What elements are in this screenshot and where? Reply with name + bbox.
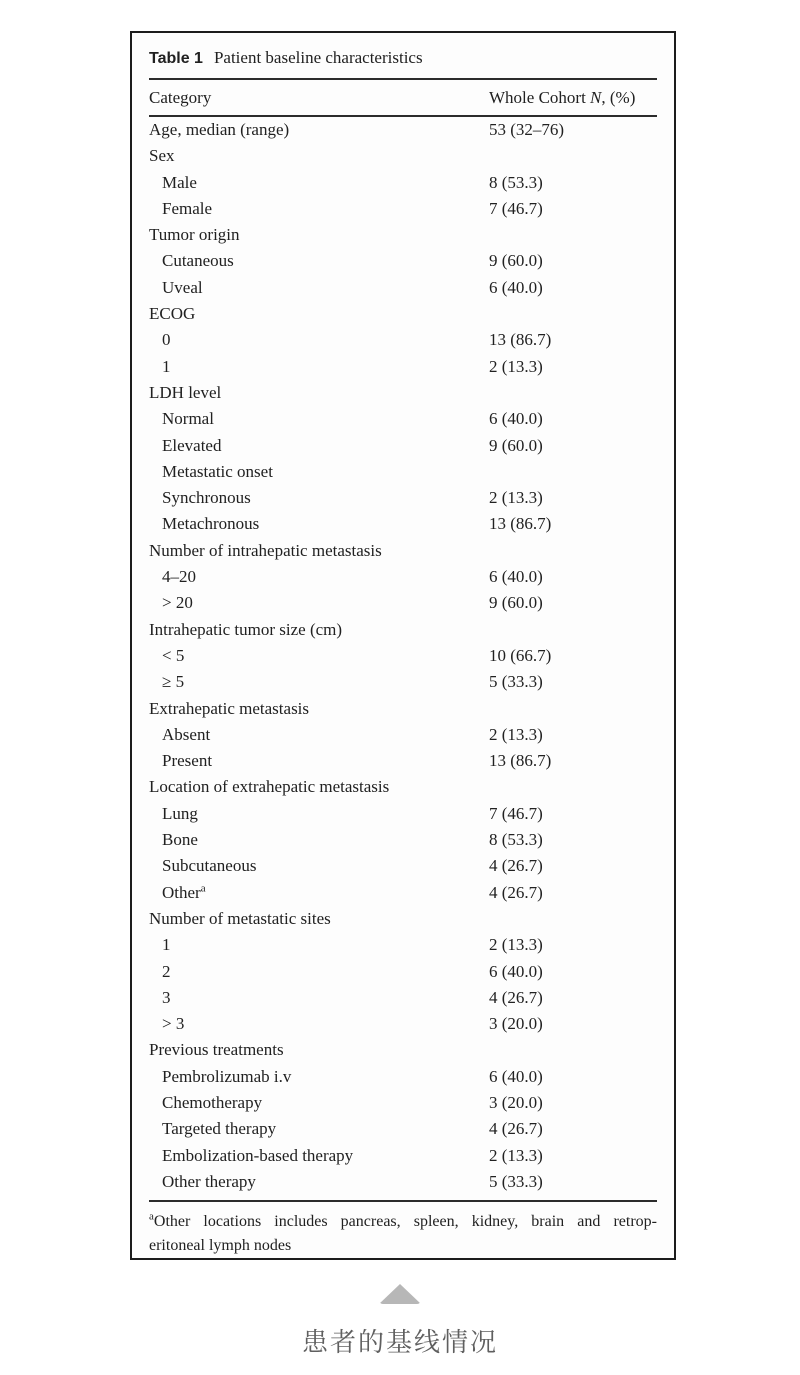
table-caption-text: Patient baseline characteristics [213,48,423,67]
footnote-line-2: eritoneal lymph nodes [149,1236,292,1254]
table-row [149,406,657,432]
row-value: 7 (46.7) [489,803,543,823]
row-label: Female [162,198,213,218]
footnote-line-1 [149,1210,657,1234]
figure-caption-chinese: 患者的基线情况 [301,1327,498,1357]
table-row [149,1011,657,1037]
table-row [149,485,657,511]
row-label: > 20 [162,593,193,613]
table-row [149,696,657,722]
table-row [149,248,657,274]
row-value: 4 (26.7) [489,1119,543,1139]
table-row [149,801,657,827]
rule-above-footnote [149,1200,657,1202]
row-label: Intrahepatic tumor size (cm) [149,619,343,639]
table-row [149,617,657,643]
table-row [149,1169,657,1195]
row-value [489,906,657,932]
row-label: Bone [162,830,198,850]
row-label: Targeted therapy [162,1119,277,1139]
table-row [149,117,657,143]
row-value [489,1037,657,1063]
row-value: 6 (40.0) [489,277,543,297]
row-value: 9 (60.0) [489,593,543,613]
row-label: Other therapy [162,1171,256,1191]
table-row [149,196,657,222]
table-row [149,1090,657,1116]
row-label: Metastatic onset [162,461,273,481]
row-label: Extrahepatic metastasis [149,698,310,718]
table-footnote [149,1210,657,1257]
table-row [149,1064,657,1090]
row-label: Age, median (range) [149,120,290,139]
row-label: Elevated [162,435,222,455]
table-row [149,1037,657,1063]
table-1-card [130,31,676,1260]
row-value: 4 (26.7) [489,987,543,1007]
row-label: 1 [162,935,171,955]
table-row [149,433,657,459]
table-row [149,380,657,406]
table-row [149,275,657,301]
row-value: 2 (13.3) [489,935,543,955]
row-value: 7 (46.7) [489,198,543,218]
row-value [489,696,657,722]
row-label: Number of intrahepatic metastasis [149,540,382,560]
row-label: Present [162,751,213,771]
table-body [149,117,657,1195]
cohort-header-prefix: Whole Cohort [489,87,591,107]
row-value: 6 (40.0) [489,409,543,429]
row-value: 13 (86.7) [489,330,552,350]
cohort-header-suffix: , (%) [601,87,636,107]
row-label: Metachronous [162,514,260,534]
below-table-block [0,1284,800,1359]
row-value [489,774,657,800]
table-row [149,853,657,879]
table-number-label: Table 1 [149,50,203,67]
table-row [149,170,657,196]
column-header-category: Category [149,87,212,107]
table-row [149,459,657,485]
table-title [149,46,657,71]
table-row [149,222,657,248]
footnote-marker: a [149,1210,154,1223]
row-value: 2 (13.3) [489,488,543,508]
row-label: Male [162,172,197,192]
row-value: 6 (40.0) [489,961,543,981]
row-value: 4 (26.7) [489,856,543,876]
row-label: 0 [162,330,171,350]
row-label: Number of metastatic sites [149,908,331,928]
row-value: 9 (60.0) [489,251,543,271]
row-value: 3 (20.0) [489,1014,543,1034]
table-row [149,590,657,616]
row-value [489,143,657,169]
row-value: 8 (53.3) [489,172,543,192]
row-value: 13 (86.7) [489,751,552,771]
row-value: 6 (40.0) [489,1066,543,1086]
row-value: 2 (13.3) [489,1145,543,1165]
row-label: Location of extrahepatic metastasis [149,777,390,797]
table-row [149,143,657,169]
table-row [149,932,657,958]
row-label: Subcutaneous [162,856,257,876]
row-label: > 3 [162,1014,185,1034]
collapse-arrow-icon[interactable] [379,1284,421,1304]
row-value [489,617,657,643]
row-value [489,380,657,406]
row-value [489,222,657,248]
row-label: Chemotherapy [162,1092,263,1112]
row-value: 13 (86.7) [489,514,552,534]
column-header-whole-cohort [489,88,657,108]
table-row [149,327,657,353]
row-label: Lung [162,803,198,823]
row-label: 3 [162,987,171,1007]
row-value: 53 (32–76) [489,120,565,139]
row-value [489,459,657,485]
table-row [149,1143,657,1169]
row-label: 4–20 [162,567,196,587]
row-value: 2 (13.3) [489,356,543,376]
row-label: 1 [162,356,171,376]
row-value: 6 (40.0) [489,567,543,587]
cohort-header-n-italic: N [590,87,602,107]
row-label: Pembrolizumab i.v [162,1066,292,1086]
row-label: Embolization-based therapy [162,1145,354,1165]
table-row [149,774,657,800]
table-row [149,354,657,380]
row-label: Other$^a$ [162,881,206,902]
table-row [149,722,657,748]
table-row [149,748,657,774]
row-value: 9 (60.0) [489,435,543,455]
row-label: LDH level [149,382,222,402]
table-header-row [149,80,657,115]
table-row [149,827,657,853]
table-row [149,1116,657,1142]
table-row [149,301,657,327]
row-label: Sex [149,146,175,166]
row-label-superscript: a [200,881,206,894]
row-value: 10 (66.7) [489,645,552,665]
row-value: 2 (13.3) [489,724,543,744]
table-row [149,985,657,1011]
row-value: 3 (20.0) [489,1092,543,1112]
row-label: ECOG [149,304,196,324]
row-label: Uveal [162,277,203,297]
row-label: Absent [162,724,211,744]
row-value [489,301,657,327]
table-row [149,959,657,985]
footnote-text-1: Other locations includes pancreas, spleen, kidney, brain and retrop- [153,1213,657,1231]
table-row [149,511,657,537]
table-row [149,564,657,590]
row-label: < 5 [162,645,185,665]
row-value: 5 (33.3) [489,1171,543,1191]
table-row [149,643,657,669]
row-label: Tumor origin [149,225,240,245]
row-value: 8 (53.3) [489,830,543,850]
table-row [149,669,657,695]
table-row [149,880,657,906]
row-label: 2 [162,961,171,981]
row-value: 5 (33.3) [489,672,543,692]
row-label: Previous treatments [149,1040,284,1060]
row-label: ≥ 5 [162,672,185,692]
row-value: 4 (26.7) [489,882,543,902]
table-row [149,906,657,932]
row-value [489,538,657,564]
row-label: Normal [162,409,214,429]
row-label: Synchronous [162,488,251,508]
row-label: Cutaneous [162,251,234,271]
table-row [149,538,657,564]
